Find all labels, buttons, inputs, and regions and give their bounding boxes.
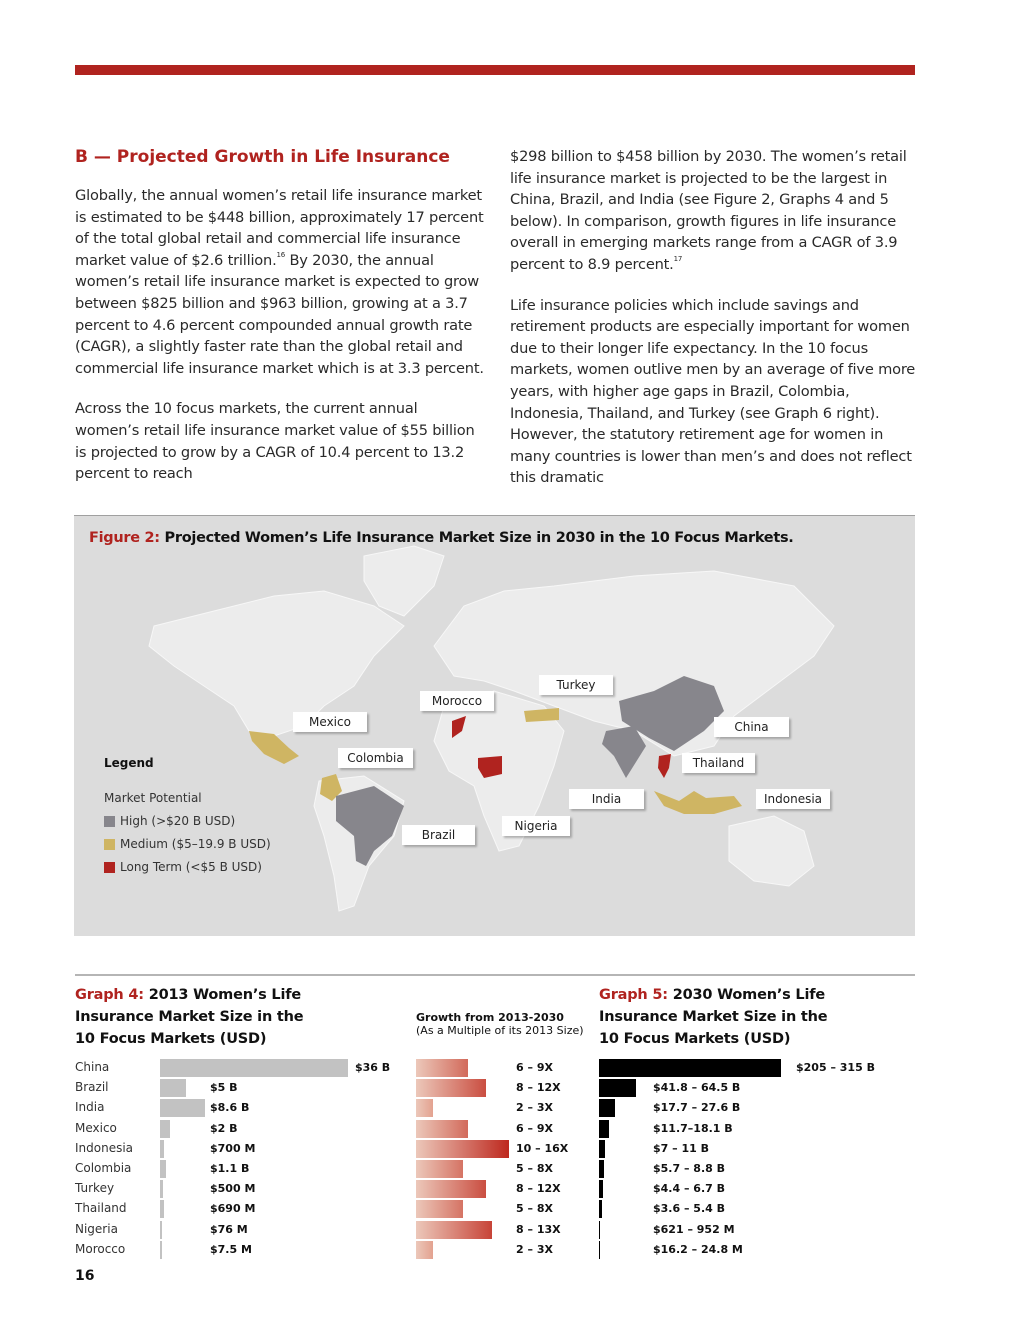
legend-item-medium: Medium ($5–19.9 B USD) [104, 836, 271, 852]
graph5-value-label: $7 – 11 B [653, 1141, 709, 1155]
greenland-landmass [364, 546, 444, 616]
callout-china: China [714, 717, 789, 737]
graph4-value-label: $8.6 B [210, 1101, 250, 1115]
callout-mexico: Mexico [293, 712, 367, 732]
graph5-value-label: $621 – 952 M [653, 1222, 735, 1236]
graph4-value-label: $500 M [210, 1182, 256, 1196]
graph4-value-label: $700 M [210, 1141, 256, 1155]
map-legend [104, 756, 271, 882]
graph5-value-label: $5.7 – 8.8 B [653, 1162, 725, 1175]
growth-bar [416, 1160, 463, 1178]
graph4-value-label: $690 M [210, 1202, 256, 1216]
graph5-bar [599, 1160, 604, 1178]
growth-bar [416, 1200, 463, 1218]
graph4-bar [160, 1059, 348, 1077]
australia-landmass [729, 816, 814, 886]
graph5-value-label: $11.7–18.1 B [653, 1121, 733, 1135]
figure-title: Figure 2: Projected Women’s Life Insurance Market Size in 2030 in the 10 Focus Markets. [89, 530, 794, 546]
legend-item-high: High (>$20 B USD) [104, 813, 271, 829]
graph4-bar [160, 1180, 163, 1198]
indonesia-region [654, 791, 742, 814]
section-title: B — Projected Growth in Life Insurance [75, 147, 450, 167]
graph5-bar [599, 1140, 605, 1158]
graph5-bar [599, 1180, 603, 1198]
growth-value-label: 2 – 3X [516, 1101, 553, 1115]
graph5-value-label: $41.8 – 64.5 B [653, 1081, 741, 1095]
graph4-bar [160, 1099, 205, 1117]
graph5-bar [599, 1241, 600, 1259]
graph4-bar [160, 1160, 166, 1178]
paragraph: Globally, the annual women’s retail life insurance market is estimated to be $448 billion, approximately 17 percent of the total global retail and commercial life insurance market value of $2.6 trillion.$^{16}$ By 2030, the annual women’s retail life insurance market is expected to grow between $825 billion and $963 billion, growing at a 3.7 percent to 4.6 percent compounded annual growth rate (CAGR), a slightly faster rate than the global retail and commercial life insurance market which is at 3.3 percent. [75, 187, 484, 377]
graph4-value-label: $7.5 M [210, 1242, 252, 1256]
graph5-bar [599, 1200, 602, 1218]
graph5-value-label: $205 – 315 B [796, 1061, 875, 1074]
callout-colombia: Colombia [338, 748, 413, 768]
graph5-bar [599, 1120, 609, 1138]
growth-bar [416, 1099, 433, 1117]
paragraph: $298 billion to $458 billion by 2030. The women’s retail life insurance market is projected to be the largest in China, Brazil, and India (see Figure 2, Graphs 4 and 5 below). In comparison, growth figures in life insurance overall in emerging markets range from a CAGR of 3.9 percent to 8.9 percent.$^{17}$ [510, 148, 907, 273]
graph4-title: Graph 4: 2013 Women’s Life Insurance Market Size in the 10 Focus Markets (USD) [75, 987, 304, 1047]
growth-value-label: 5 – 8X [516, 1162, 553, 1175]
footnote-ref: 17 [673, 254, 683, 263]
figure-2-map [74, 515, 915, 936]
growth-bar [416, 1120, 468, 1138]
graph4-value-label: $76 M [210, 1222, 248, 1236]
graph5-value-label: $4.4 – 6.7 B [653, 1182, 725, 1196]
growth-value-label: 6 – 9X [516, 1061, 553, 1074]
growth-bar [416, 1221, 492, 1239]
row-label-nigeria: Nigeria [75, 1221, 118, 1236]
graph5-value-label: $16.2 – 24.8 M [653, 1242, 743, 1256]
graph4-bar [160, 1200, 164, 1218]
callout-nigeria: Nigeria [502, 816, 570, 836]
row-label-colombia: Colombia [75, 1161, 132, 1175]
callout-thailand: Thailand [682, 753, 755, 773]
thailand-region [658, 754, 671, 778]
growth-value-label: 8 – 12X [516, 1182, 561, 1196]
graph5-bar [599, 1221, 600, 1239]
growth-bar [416, 1241, 433, 1259]
callout-indonesia: Indonesia [756, 789, 830, 809]
growth-bar [416, 1180, 486, 1198]
footnote-ref: 16 [276, 250, 286, 259]
graph5-value-label: $3.6 – 5.4 B [653, 1202, 725, 1216]
swatch-long-term [104, 862, 115, 873]
page-number: 16 [75, 1268, 95, 1284]
text-column-right [510, 146, 920, 508]
header-rule [75, 65, 915, 75]
growth-bar [416, 1140, 509, 1158]
paragraph: Across the 10 focus markets, the current annual women’s retail life insurance market value of $55 billion is projected to grow by a CAGR of 10.4 percent to 13.2 percent to reach [75, 400, 475, 483]
legend-item-long-term: Long Term (<$5 B USD) [104, 859, 271, 875]
graph5-bar [599, 1059, 781, 1077]
legend-subtitle: Market Potential [104, 791, 202, 805]
text-column-left [75, 146, 485, 504]
growth-value-label: 6 – 9X [516, 1121, 553, 1135]
callout-india: India [569, 789, 644, 809]
graph4-value-label: $36 B [355, 1061, 391, 1074]
graph5-value-label: $17.7 – 27.6 B [653, 1101, 741, 1115]
graph4-value-label: $1.1 B [210, 1162, 250, 1175]
graph5-bar [599, 1099, 615, 1117]
row-label-thailand: Thailand [75, 1201, 127, 1216]
growth-bar [416, 1079, 486, 1097]
row-label-turkey: Turkey [75, 1181, 115, 1196]
growth-value-label: 2 – 3X [516, 1242, 553, 1256]
graph5-bar [599, 1079, 636, 1097]
growth-value-label: 10 – 16X [516, 1141, 569, 1155]
growth-bar [416, 1059, 468, 1077]
graph5-title: Graph 5: 2030 Women’s Life Insurance Market Size in the 10 Focus Markets (USD) [599, 987, 828, 1047]
row-label-morocco: Morocco [75, 1241, 126, 1256]
graph4-value-label: $2 B [210, 1121, 238, 1135]
growth-value-label: 5 – 8X [516, 1202, 553, 1216]
growth-value-label: 8 – 13X [516, 1222, 561, 1236]
graphs-divider [75, 974, 915, 976]
swatch-high [104, 816, 115, 827]
row-label-mexico: Mexico [75, 1120, 117, 1135]
graph4-bar [160, 1140, 164, 1158]
callout-turkey: Turkey [539, 675, 613, 695]
legend-title: Legend [104, 756, 154, 770]
graph4-bar [160, 1241, 162, 1259]
growth-value-label: 8 – 12X [516, 1081, 561, 1095]
swatch-medium [104, 839, 115, 850]
graph4-bar [160, 1120, 170, 1138]
graph4-bar [160, 1079, 186, 1097]
callout-brazil: Brazil [402, 825, 475, 845]
graph4-value-label: $5 B [210, 1081, 238, 1095]
row-label-india: India [75, 1100, 105, 1115]
row-label-china: China [75, 1060, 110, 1074]
row-label-indonesia: Indonesia [75, 1140, 134, 1155]
graph4-bar [160, 1221, 162, 1239]
paragraph: Life insurance policies which include savings and retirement products are especially important for women due to their longer life expectancy. In the 10 focus markets, women outlive men by an average of five more years, with higher age gaps in Brazil, Colombia, Indonesia, Thailand, and Turkey (see Graph 6 right). However, the statutory retirement age for women in many countries is lower than men’s and does not reflect this dramatic [510, 296, 916, 487]
growth-title: Growth from 2013-2030 (As a Multiple of its 2013 Size) [416, 1011, 584, 1037]
callout-morocco: Morocco [420, 691, 494, 711]
row-label-brazil: Brazil [75, 1080, 109, 1095]
